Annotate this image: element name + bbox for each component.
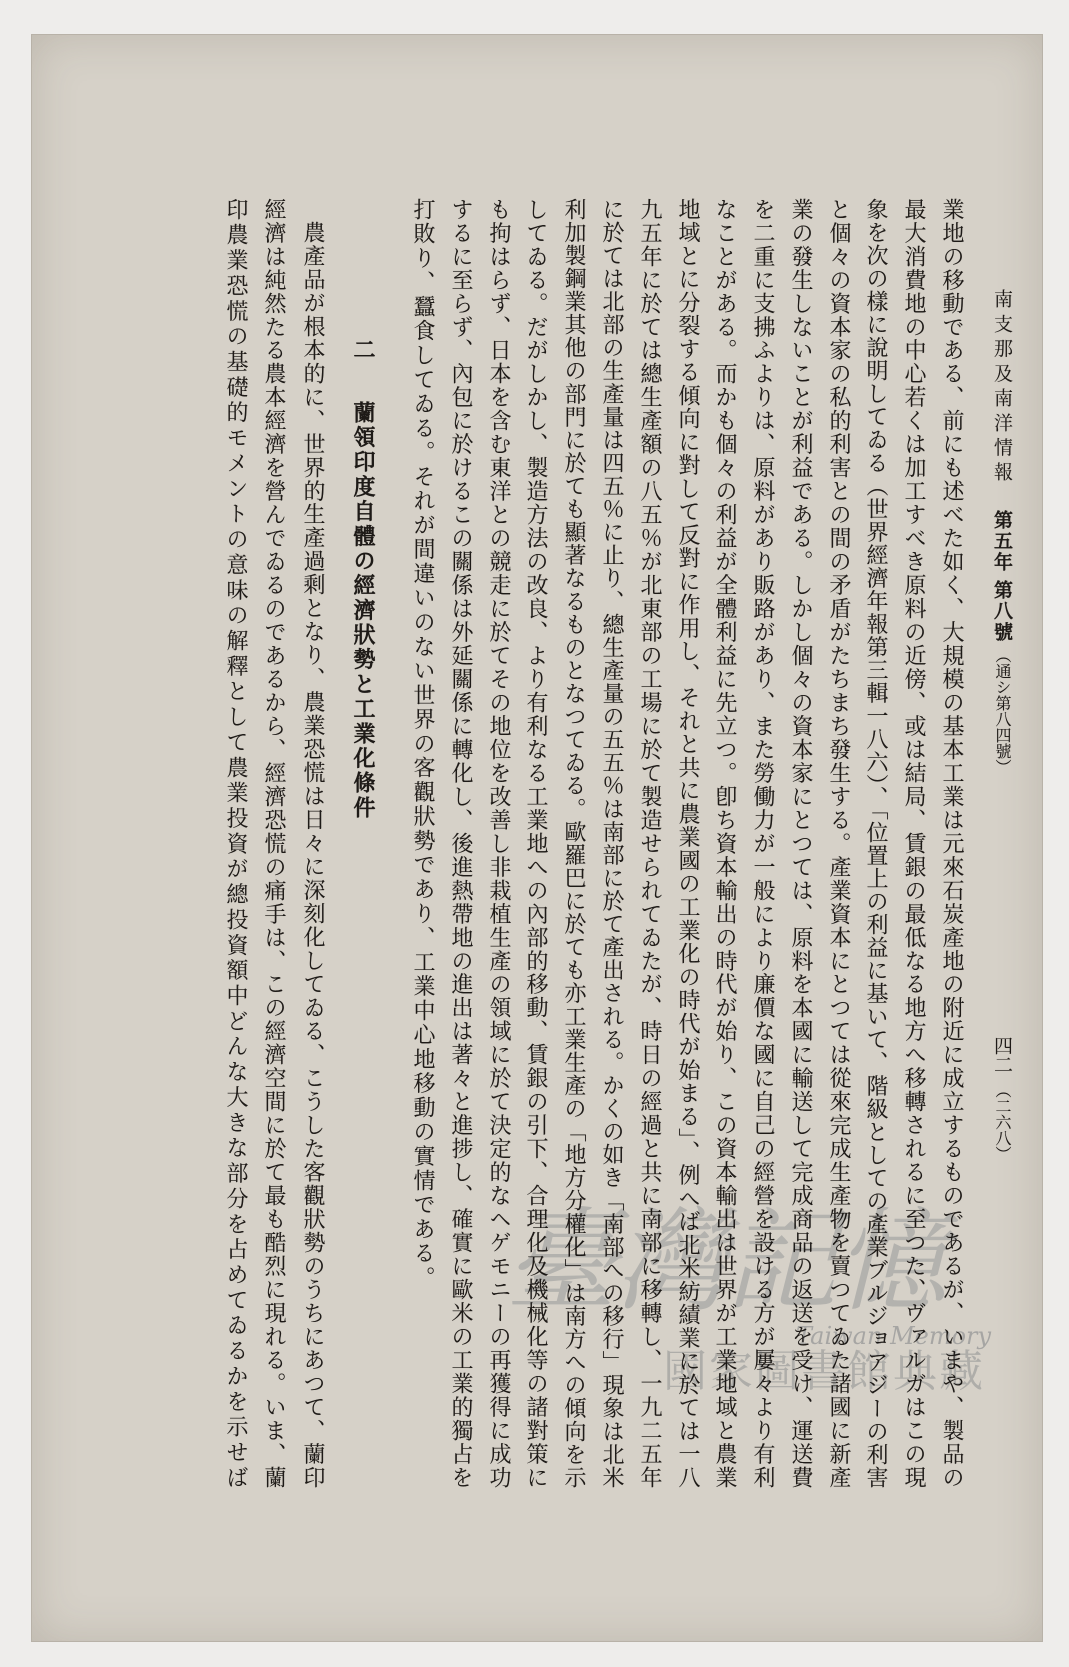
body-text-column: 象を次の樣に說明してゐる（世界經濟年報第三輯一八六）、「位置上の利益に基いて、階級としての產業ブルジョアジーの利害 <box>863 198 888 1490</box>
page-number: 四二 <box>991 1036 1013 1074</box>
body-text-column: 最大消費地の中心若くは加工すべき原料の近傍、或は結局、賃銀の最低なる地方へ移轉されるに至つた、ヴァルガはこの現 <box>901 198 926 1490</box>
body-text-column: 利加製鋼業其他の部門に於ても顯著なるものとなつてゐる。歐羅巴に於ても亦工業生產の「地方分權化」は南方への傾向を示 <box>561 198 586 1490</box>
section-text-column-indented: 農產品が根本的に、世界的生產過剩となり、農業恐慌は日々に深刻化してゐる、こうした客觀狀勢のうちにあつて、蘭印 <box>300 221 325 1490</box>
watermark-institution: 國家圖書館典藏 <box>663 1346 985 1397</box>
body-text-column: を二重に支拂ふよりは、原料があり販路があり、また勞働力が一般により廉價な國に自己の經營を設ける方が屢々より有利 <box>750 198 775 1490</box>
cumulative-issue-number: （通シ第八四號） <box>993 647 1012 775</box>
section-number: 二 <box>350 338 376 360</box>
body-text-column: に於ては北部の生產量は四五％に止り、總生產量の五五％は南部に於て產出される。かくの如き「南部への移行」現象は北米 <box>599 198 624 1490</box>
journal-title: 南支那及南洋情報 <box>991 289 1013 487</box>
section-title: 蘭領印度自體の經濟狀勢と工業化條件 <box>350 401 376 821</box>
cumulative-page-number: （二六八） <box>993 1082 1012 1162</box>
watermark-latin-text: Taiwan Memory <box>796 1322 992 1350</box>
body-text-column: 業地の移動である、前にも述べた如く、大規模の基本工業は元來石炭產地の附近に成立するものであるが、いまや、製品の <box>939 198 964 1490</box>
body-text-column: 地域とに分裂する傾向に對して反對に作用し、それと共に農業國の工業化の時代が始まる」、例へば北米紡績業に於ては一八 <box>675 198 700 1490</box>
body-text-column: するに至らず、內包に於けるこの關係は外延關係に轉化し、後進熱帶地の進出は著々と進捗し、確實に歐米の工業的獨占を <box>448 198 473 1490</box>
issue-number: 第八號 <box>991 580 1013 643</box>
body-text-column: 九五年に於ては總生產額の八五％が北東部の工場に於て製造せられてゐたが、時日の經過と共に南部に移轉し、一九二五年 <box>637 198 662 1490</box>
body-text-column: 業の發生しないことが利益である。しかし個々の資本家にとつては、原料を本國に輸送して完成商品の返送を受け、運送費 <box>788 198 813 1490</box>
body-text-column: と個々の資本家の私的利害との間の矛盾がたちまち發生する。產業資本にとつては從來完成生產物を賣つてゐた諸國に新產 <box>826 198 851 1490</box>
body-text-column: してゐる。だがしかし、製造方法の改良、より有利なる工業地への內部的移動、賃銀の引下、合理化及機械化等の諸對策に <box>523 198 548 1490</box>
body-text-column: も拘はらず、日本を含む東洋との競走に於てその地位を改善し非栽植生產の領域に於て決定的なヘゲモニーの再獲得に成功 <box>486 198 511 1490</box>
section-text-column: 印農業恐慌の基礎的モメントの意味の解釋として農業投資が總投資額中どんな大きな部分を占めてゐるかを示せば <box>223 198 248 1492</box>
section-text-column: 經濟は純然たる農本經濟を營んでゐるのであるから、經濟恐慌の痛手は、この經濟空間に於て最も酷烈に現れる。いま、蘭 <box>261 198 286 1490</box>
volume-number: 第五年 <box>991 510 1013 573</box>
watermark-logo: 臺灣記憶 <box>505 1197 945 1327</box>
body-text-column: なことがある。而かも個々の利益が全體利益に先立つ。卽ち資本輸出の時代が始り、この資本輸出は世界が工業地域と農業 <box>712 198 737 1490</box>
body-text-column-last: 打敗り、蠶食してゐる。それが間違いのない世界の客觀狀勢であり、工業中心地移動の實情である。 <box>410 198 435 1291</box>
